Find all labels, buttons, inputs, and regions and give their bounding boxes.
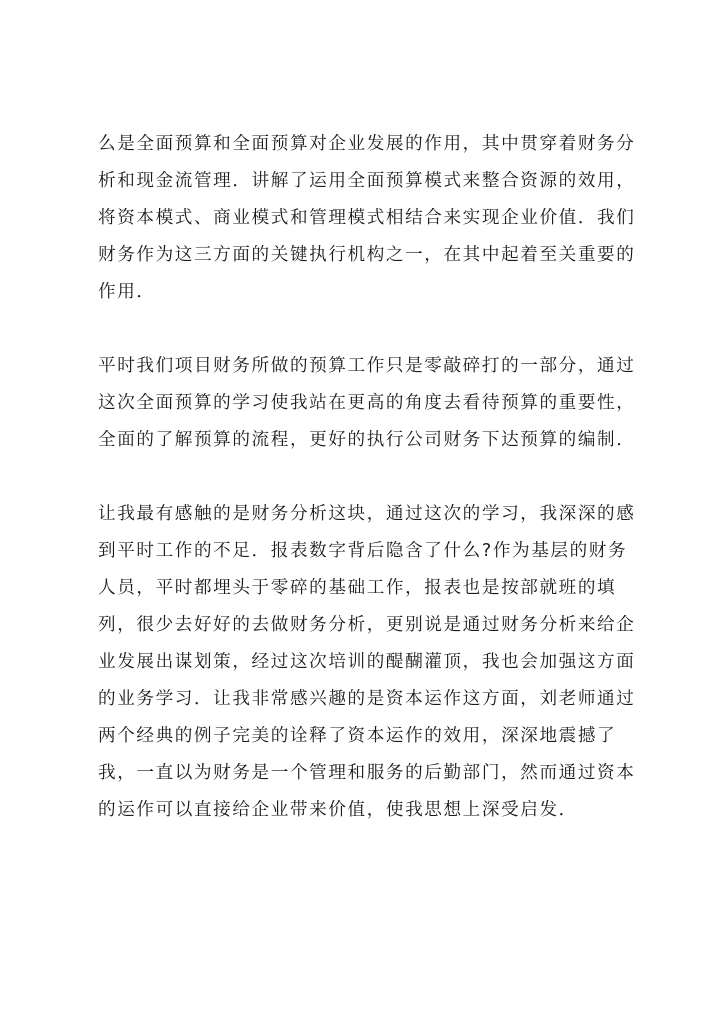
text-line: 人员，平时都埋头于零碎的基础工作，报表也是按部就班的填	[98, 578, 617, 598]
text-line: 让我最有感触的是财务分析这块，通过这次的学习，我深深的感	[98, 504, 636, 524]
text-line: 析和现金流管理．讲解了运用全面预算模式来整合资源的效用，	[98, 171, 636, 191]
text-line: 两个经典的例子完美的诠释了资本运作的效用，深深地震撼了	[98, 726, 617, 746]
paragraph-2	[98, 348, 646, 459]
text-line: 业发展出谋划策，经过这次培训的醍醐灌顶，我也会加强这方面	[98, 652, 636, 672]
text-line: 我，一直以为财务是一个管理和服务的后勤部门，然而通过资本	[98, 763, 636, 783]
text-line: 么是全面预算和全面预算对企业发展的作用，其中贯穿着财务分	[98, 134, 636, 154]
text-line: 的业务学习．让我非常感兴趣的是资本运作这方面，刘老师通过	[98, 689, 636, 709]
text-line: 财务作为这三方面的关键执行机构之一，在其中起着至关重要的	[98, 245, 636, 265]
paragraph-3	[98, 496, 646, 829]
paragraph-spacer	[98, 459, 646, 496]
text-line: 作用．	[98, 282, 156, 302]
paragraph-1	[98, 126, 646, 311]
paragraph-spacer	[98, 311, 646, 348]
text-line: 到平时工作的不足．报表数字背后隐含了什么?作为基层的财务	[98, 541, 628, 561]
document-body	[98, 126, 646, 829]
text-line: 将资本模式、商业模式和管理模式相结合来实现企业价值．我们	[98, 208, 636, 228]
text-line: 的运作可以直接给企业带来价值，使我思想上深受启发．	[98, 800, 578, 820]
text-line: 这次全面预算的学习使我站在更高的角度去看待预算的重要性，	[98, 393, 636, 413]
text-line: 平时我们项目财务所做的预算工作只是零敲碎打的一部分，通过	[98, 356, 636, 376]
text-line: 全面的了解预算的流程，更好的执行公司财务下达预算的编制．	[98, 430, 636, 450]
text-line: 列，很少去好好的去做财务分析，更别说是通过财务分析来给企	[98, 615, 636, 635]
